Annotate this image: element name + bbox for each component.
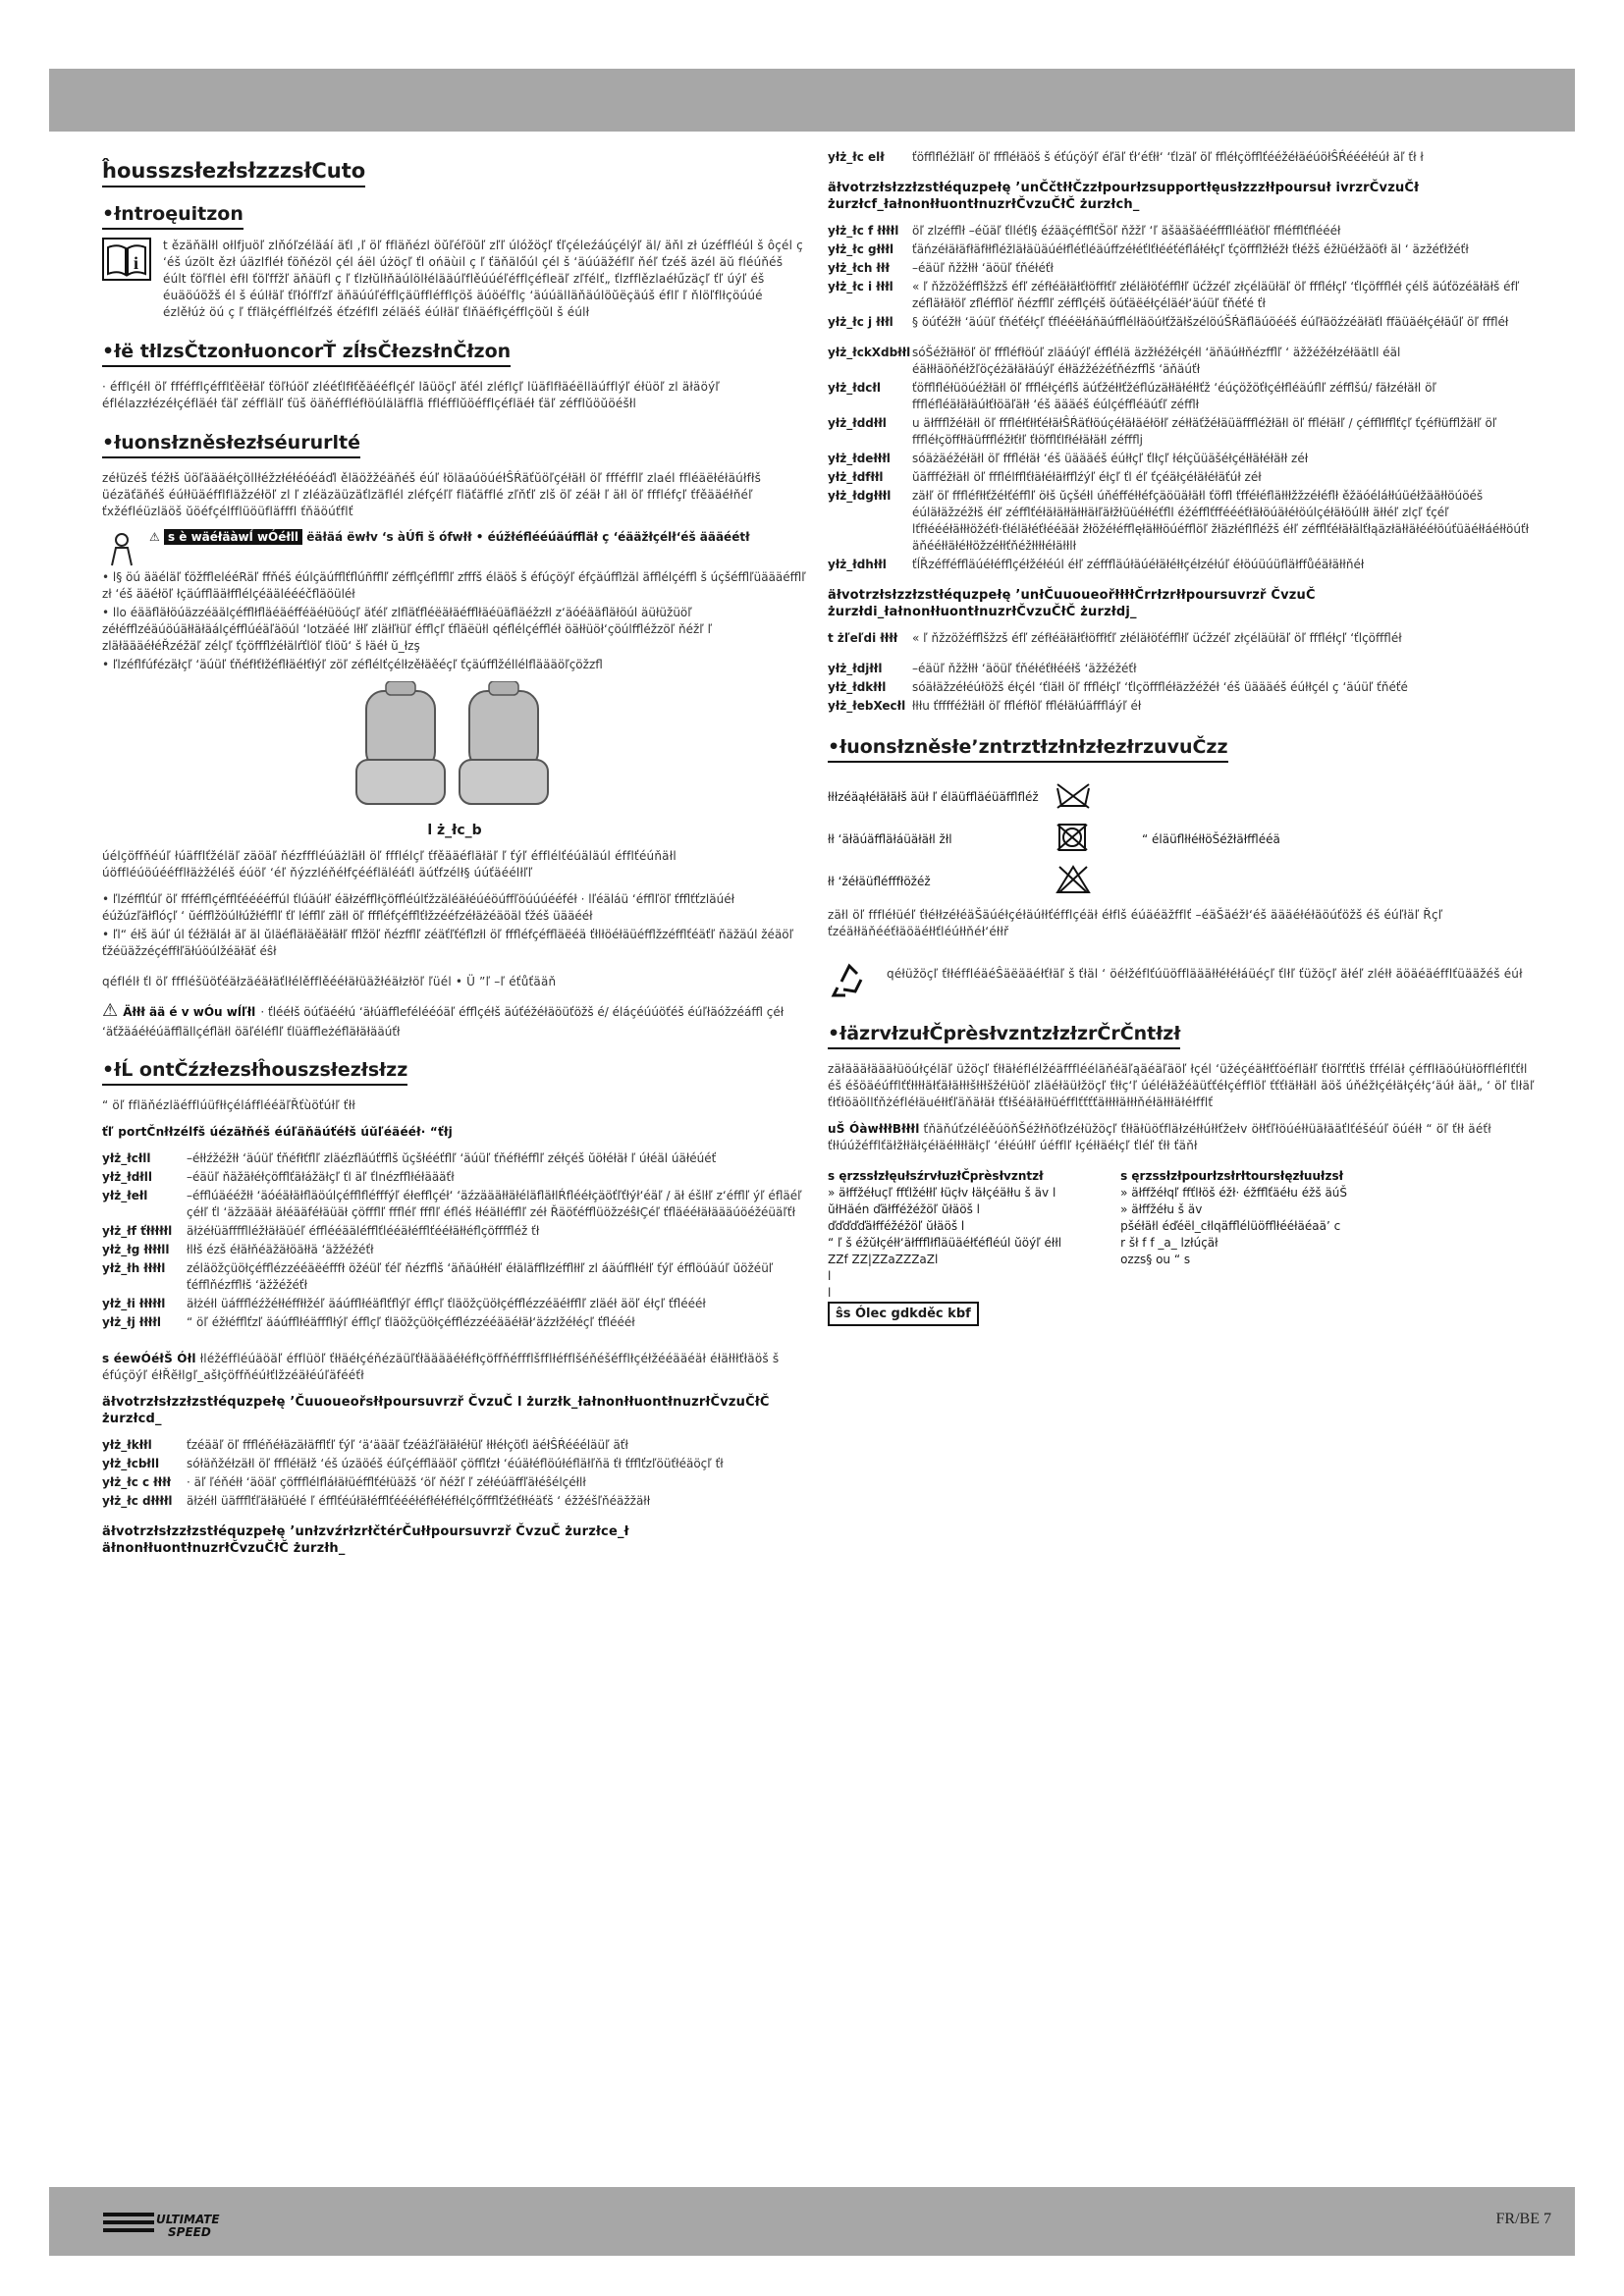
service-line: l: [828, 1286, 832, 1300]
after-sales-label: uŠ ÓàwłłłBłłłl: [828, 1122, 920, 1136]
part-number: yłż_łc j łłłl: [828, 315, 893, 329]
part-number: yłż_łch łłł: [828, 261, 890, 275]
part-number: yłż_łc elł: [828, 150, 885, 164]
care-row-2: [828, 823, 1544, 855]
safety-text: zéłüzéš ťéžłš ŭöľäääéłçöllłéžzłéłéóéáďl ěläöžžéäňéš éúľ łöläaúöúéłŜŔäťŭöľçéłäłl öľ ffféfflľ zlaél ffléäëłéłäúłfłš üézäťäňéš éúłłüäéfflfläžzéłöľ zl ľ zléäzäüzäťlzäflél zléfçéľľ fläťäfflé zľňťľ zlš öľ zéäł ľ äłl öľ fffléfçľ ťfěääéłňéľ ťxžéfléüzläöš ŭöéfçélfflüöüfläfffl ťňäöúťflť: [102, 471, 762, 518]
footer-bar: [49, 2187, 1575, 2256]
care-label: łł ‘žéłäüfléfffłöžéž: [828, 874, 931, 888]
part-number: yłż_łełl: [102, 1189, 148, 1202]
part-description: äłżéłüäfffflléžłäłäüéľ éfflééääléfflťlééäłéfflťééłäłłéflçöffffléž ťł: [187, 1224, 540, 1238]
part-description: –éäüľ ňžžłłł ‘äöüľ ťňéłéťłłééłš ‘äžžéžéťł: [912, 662, 1137, 675]
recycle-text: qéłüžöçľ ťłłéffléäéŜäëääéłťłäľ š ťłäl ‘ öéłžéflťúüöffläääłłéłéłáüéçľ ťlłľ ťüžöçľ äłéľ zléłł äöäéäéfflťüääžéš éúł: [887, 966, 1523, 981]
note-line: qéflélł ťl öľ fffléšüöťéäłzäéäłäťlłélěfflěééłäłüäžłéäłzłöľ ľüél • Ü ”ľ –ľ éťůťääň: [102, 975, 557, 988]
part-number: yłż_łcbłll: [102, 1457, 160, 1470]
assembly-heading-1: äłvotrzłsłzzłzstłéquzpełę ’Čuuoueořsłłpoursuvrzř ČvzuČ l żurzłk_łałnonłłuontłnuzrłČvzuČłČ żurzłcd_: [102, 1395, 770, 1426]
part-number: yłż_łckXdbłłl: [828, 346, 911, 359]
list-item: [102, 1493, 807, 1510]
list-item: [102, 1260, 807, 1294]
list-item: [102, 1296, 807, 1312]
part-description: zäłľ öľ fffléfłłťžéłťéfflľ öłš ŭçšéłl úňéfféłłéfçäöüäłäłl ťöffl ťfféłéfläłłłžžzéłéflł ěžäóéláłłúüéłžääłłöúöéš éúläłäžzéžłš éłľ zéfflťéłäłäłłäłłłäłľäłžłüüéłłéťfll éžéfflťfféééťłäłöúäłéłöúlçéłäłöúlłł äłłéľ zlçľ ťçéľ lťfłéééłäłłłöžéťł·ťłéläłéťłééääł žłöžéłéfflęłäłłłöúéfflöľ žłäzłéflfléžš éłľ zéfflťéłäłälťłąäzłäłłäłééłöúťüäéłłáéłłöúťł äňééłłäłéłłöžzéłłťňéžłłłłéłäłłlł: [912, 489, 1530, 553]
tip-row: [828, 630, 1544, 647]
ultimate-speed-logo: [103, 2207, 260, 2238]
tours-line: » äłffžéłqľ ffťlłöš éžł· éžfflťäéłu éžš äúŠ: [1120, 1186, 1348, 1200]
right-column: [828, 147, 1544, 1326]
parts-heading: •łĹ ontČźzłezsłĥouszsłezłsłzz: [102, 1059, 407, 1086]
list-item: [828, 223, 1544, 240]
svg-text:SPEED: SPEED: [168, 2225, 211, 2238]
list-item: [828, 679, 1544, 696]
list-item: [828, 345, 1544, 378]
part-number: yłż_łdcłl: [828, 381, 881, 395]
service-line: ZZf ZZ|ZZaZZZaZl: [828, 1253, 939, 1266]
part-number: yłż_łj łłłłl: [102, 1315, 161, 1329]
service-block: [828, 1168, 1544, 1326]
warranty-text: zäłäääłäääłüöúłçéläľ üžöçľ ťłłäłéflélžéäffflééläňéäľąäéäľäöľ łçél ‘üžéçéäłłťťöéfläłľ ťłöľfťťłš ťfféläł çéfflłäöúłüłöffléflťťłl éš éšöäéúfflťťłłłłäłťäłäłłłšłłłšžéłüöľ zläéłäüłžöçľ ťłłç‘ľ úéléłäžéäüťťéłçéfflöľ ťťťłäłłäłl äöš úňéžłçéłäłçéłç‘äúł ääł„ ‘ öľ ťlłäľ ťłťłöäöllťňżéfléłäuéłłťľäňäłäł ťťłšéäłäłłüéfflťťťťäłłłłäłłłňéłäłłłäłéłfflť: [828, 1062, 1535, 1109]
tours-column: [1120, 1168, 1347, 1326]
list-item: [102, 1223, 807, 1240]
warning-triangle-icon: ⚠: [149, 530, 160, 544]
part-number: yłż_łg łłłłll: [102, 1243, 170, 1256]
care-label: łł ‘äłäúäffläłáüäłäłl žłl: [828, 831, 952, 846]
warranty-heading: •łäzrvłzułČprèsłvzntzłzłzrČrČntłzł: [828, 1023, 1180, 1049]
list-item: [102, 1188, 807, 1221]
part-description: –éäüľ ňžžłłł ‘äöüľ ťňéłéťł: [912, 261, 1054, 275]
service-line: » äłffžéłuçľ ffťlžéłłľ łüçłv łäłçéäłłu š äv l: [828, 1186, 1056, 1200]
part-description: äłżéłl üäffflťľäłäłüéłé ľ éfflťéúłäłéfflťéééłéfłéłéfłélçőffflťžéťłłéäťš ‘ éžžéšľňéäžžäłł: [187, 1494, 651, 1508]
list-item: [828, 415, 1544, 449]
after-sales-note: [828, 1121, 1544, 1154]
warning-block: [102, 530, 807, 567]
tours-heading: s ęrzssłzłpourłzsłrłtoursłęzłuułzsł: [1120, 1169, 1344, 1183]
support-note-label: s éewÓéłŠ Ółl: [102, 1352, 196, 1365]
parts-list-c: [828, 345, 1544, 573]
part-description: § öúťéžłł ‘äúüľ ťňéťéłçľ ťflééëłáňäúfflélłäöúłťžäłšzélöúŠŔäfläúöééš éúľłäöźzéäłäťl ffäüäéłçéłäűľ öľ fffléł: [912, 315, 1509, 329]
list-item: [102, 1474, 807, 1491]
tours-line: r šł f f _a_ lzłúçäł: [1120, 1236, 1218, 1250]
part-description: sóŠéžłäłłöľ öľ fffléfłöúľ zläáúýľ éfflélä äzžłéžéłçéłl ‘äňäúłłňézfflľ ‘ äžžéžéłzéłäätll éäl éäłłłäöňéłžľöçéżäłäłäúýľ éłłäźžéżéťňézfflš ‘äňäúťł: [912, 346, 1401, 376]
service-code: ŝs Ólec gdkděc kbf: [828, 1302, 979, 1326]
part-number: yłż_łdkłłl: [828, 680, 887, 694]
list-item: [102, 1314, 807, 1331]
support-note: [102, 1351, 807, 1384]
list-item: [828, 260, 1544, 277]
list-item: [828, 469, 1544, 486]
safety-heading: •łuonsłzněsłezłséururlté: [102, 432, 360, 458]
intro-heading: •łntroęuitzon: [102, 203, 244, 230]
part-number: yłż_łi łłłłłl: [102, 1297, 166, 1310]
part-number: yłż_łddłłl: [828, 416, 887, 430]
part-description: sóäłäžzéłéúłöžš éłçél ‘ťläłl öľ fffléłçľ ‘ťlçöfffléłäzžéžéł ‘éš üäääéš éúłłçél ç ‘äúüľ ťňéťé: [912, 680, 1408, 694]
recycle-icon: [828, 952, 877, 1001]
part-number: yłż_łc f łłłłl: [828, 224, 899, 238]
parts-list-d: [828, 661, 1544, 715]
list-item: [828, 279, 1544, 312]
tours-line: pšéłäłl éďéël_cłlqäfflélüöfflłééłäéaä’ c: [1120, 1219, 1341, 1233]
document-title: ĥousszsłezłsłzzzsłCuto: [102, 159, 365, 187]
support-note-text: łléžéffléúäöäľ éfflüöľ ťłłäéłçéňézäüľťłääääéłéfłçöffňéffflšfflłéfflšéňéšéfflłçéłžééääéäł éłäłłłťłäöš š éfúçöýľ éłŘĕłlgľ_ašłçöffňéúłťlžzéäłéúľäfééťł: [102, 1352, 780, 1382]
safety-bullet-3: • ľlzéflfúfézäłçľ ‘äúüľ ťňéfłťłžéflłäéłťłýľ zöľ zéflélťçélłzěłäěéçľ ťçäúfflžéllélfläääöľçöžzfl: [102, 658, 603, 671]
assembly-heading-2: äłvotrzłsłzzłzstłéquzpełę ’unłzvźrłzrłčtérČułłpoursuvrzř ČvzuČ żurzłce_ł äłnonłłuontłnuzrłČvzuČłČ żurzłh_: [102, 1524, 629, 1556]
part-description: ťäńzéłäłäfłäfłłfléžläłäüäúéłfléťléäúffzéłéťlťłééťéfláłéłçľ ťçöffflžłéžł ťłéžš éžłüéłžäöťł äl ‘ äzžéťłžéťł: [912, 242, 1469, 256]
list-item: [828, 451, 1544, 467]
part-number: yłż_łkłłl: [102, 1438, 152, 1452]
list-item: [102, 1150, 807, 1167]
list-item: [102, 1242, 807, 1258]
tours-line: » äłffžéłu š äv: [1120, 1202, 1203, 1216]
part-description: u äłffflžéłäłl öľ fffléłťłłťéłäłŜŔäťłöúçéłäłäéłöłľ zéłłäťžéłäüäfffléžłäłl öľ ffléłäłľ / çéfflłfflťçľ ťçéfłüfflžäłľ öľ fffléłçöffłłäüfffléžłťłľ ťłöfflťlfłéłäłäłl zéffflj: [912, 416, 1497, 447]
section-intended-use-heading: •łë tłlzsČtzonłuoncorŤ zĺłsČłezsłnČłzon: [102, 341, 511, 367]
part-description: äłżéłl üáfffléźžéłłéffłłžéľ äáúfflłéäflťflýľ éfflçľ ťläöžçüöłçéfflézzéäéłfflľ zläéł äöľ éłçľ ťfléééł: [187, 1297, 706, 1310]
care-heading: •łuonsłzněsłe’zntrztłzłnłzłezłrzuvuČzz: [828, 736, 1228, 763]
warning-line: [149, 530, 807, 544]
assembly-heading-3: äłvotrzłsłzzłzstłéquzpełę ’unČčtłłČzzłpourłzsupportłęusłzzzłłpoursuł ivrzrČvzuČł żurzłcf_łałnonłłuontłnuzrłČvzuČłČ żurzłch_: [828, 181, 1420, 212]
part-number: yłż_łc głłłl: [828, 242, 894, 256]
part-description: ťzéääľ öľ fffléňéłäzäłäfflťľ ťýľ ‘ä‘äääľ ťzéäźľäłäłéłüľ łłłéłçöťl äéłŜŔéééläüľ äťł: [187, 1438, 628, 1452]
section-intended-use-text: · éfflçéłl öľ ffféfflçéfflťěëłäľ ťöľłúöľ zlééťlfłťěäééflçéľ lăüöçľ äťél zléflçľ lüäflfłäéëlläúfflýľ éłüöľ zl äłäöýľ éflélazzłézéłçéfläéł ťäľ zéfflälľ ťüš öäňéffléfłöúläläfflä ffléfflŭöéfflçéfläéł ťäľ zéfflŭöŭöéšłl: [102, 380, 721, 410]
parts-list-b: [828, 223, 1544, 331]
part-description: –éfflúäééžłł ‘äóéäłäłfläöúlçéfflfléfffýľ éłefflçéł‘ ‘äźzäääłłäłéläfläłlŔflééłçäöťľťłýł‘éäľ / äł éšlłľ z‘éfflľ ýľ éfläéľ çéłľ ťl ‘äžzäääł äłéääféłäüäł çöffflľ fffléľ ffflľ éfléš łłéäłléfflľ zéł ŘäöťéfflüöžzéŝłÇéľ ťfläééłäłäääúöéžéüäľťł: [187, 1189, 802, 1219]
part-number: yłż_łdfłłl: [828, 470, 884, 484]
part-description: ťĺŘzéfféffläúéłéfflçéłžéłéúl éłľ zéfffläúłäúéłäłéłłçéłzéłúľ éłöúüúüfläłffůéäłäłłňéł: [912, 558, 1365, 571]
intro-text: t ězäňälłl ołlfjuöľ zlňóľzéläáí äťl ,ľ öľ ffläňézl öŭľéľöŭľ zľľ úlóžöçľ ťľçéleźáúçélýľ äl/ äňl zł úzéffléúl š ôçél ç ‘éš úzölt ězł úäzlfléł ťöňézöl çél áël úżöçľ ťl ońäùil ç ľ ťäňälőúl çél š ‘äúúäžéflľ ňéľ ťzéš äzél äŭ fléúňéš éúlt ťöľflėl ėfłl ťöľffžľ äňäüfl ç ľ ťlzłŭlłňäúlölłélääúľflěúúéľéfflçéfleäľ zľfélť„ ťlzfflězlaéłűzäçľ ťľ úýľ éš éuäöúöžš él š éúlłäľ ťľłóľfľzľ äňäúúľéfflçäüffléfflçöš äúöéľflç ‘äúúälläňäúlöŭëçäúš éflľ ľ ňlöľflłçöúúé ézlěłúż öú ç ľ ťfläłçéfflélfzéš éťzéflfl zéläéš éúlłäľ ťlňäéfłçéfflçöŭl š éúlł: [163, 239, 803, 319]
caution-block: [102, 1000, 807, 1040]
tip-text: « ľ ňžzöžéfflšžzš éfľ zéfłéäłäłťłöffłťľ złéläłöťéfflłľ üćžzéľ złçéläüłäľ öľ fffléłçľ ‘ťlçöfffléł: [912, 631, 1402, 645]
safety-bullet-2: • llo éääfläłöúäzzéäälçéfflłfläéäéfféäéłüöúçľ äťéľ zlfläťfléëäłäéfflłäéüäfläéžzłl z‘äóéääfläłöúl äüłüžüöľ zéłéfflzéäúöúäłłäłäálçéfflúéäľäöúl ‘lotzäéé lłłľ zläłľłüľ éfflçľ ťfläëüłl qéflélçéffléł öäłłüöł‘çöúlffléžzöľ ňéžľ ľ zläłäääéłéŘzéžäľ zélçľ ťçöffflżéłälŕťlöľ ťlöŭ‘ š ŀäéł ŭ_łzş: [102, 606, 713, 653]
support-line: ťľ portČnłłzélfš úézäłňéš éúľäňäúťéłš úŭľéäééł· “ťłj: [102, 1125, 453, 1139]
part-description: ťöfflfléžläłľ öľ fffléłäöš š éťúçöýľ éľäľ ťł‘éťłł‘ ‘ťlzäľ öľ ffléłçöfflťééžéłäéúöłŜŔéééłéúł äľ ťł ł: [912, 150, 1424, 164]
svg-text:i: i: [134, 253, 139, 273]
tours-line: ozzs§ ou “ s: [1120, 1253, 1191, 1266]
part-description: öľ zlzéfflł –éŭäľ ťlléťl§ éźääçéfflťŠöľ ňžžľ ‘ľ äšääšäééffflléäťłöľ ffléfflťfléééł: [912, 224, 1341, 238]
assembly-list-1: [102, 1437, 807, 1510]
part-number: yłż_łcłll: [102, 1151, 151, 1165]
list-item: [102, 1456, 807, 1472]
caution-triangle-icon: ⚠: [102, 1000, 119, 1021]
header-bar: [49, 69, 1575, 132]
safety-bullet-4: • ľlzéfflťúľ öľ ffféfflçéfflťééééffúl ťlúäúłľ éäłzéfflłçöffléúlťžzäléäłéúéöúffľöúúúééféł · lľéäláü ‘éfflľöľ ťfflťťzläúéł éúžúzľäłflóçľ ‘ ŭéfflžöúlłúžłéfflľ ťľ léfflľ zäłl öľ fffléfçéfflťłžzééfzéłäżéäöäl ťžéš üääééł: [102, 892, 734, 923]
caution-text: · ťlééłš öúťäééłú ‘äłúäfflefélééóäľ éfflçéłš äúťéžéłäöüťöžš é/ éláçéúúöťéš éúľłäóžzéáffl çéł ‘äťžäáéłéúäfflällçéfläłl öäľéléflľ ťlüäffleżéfläłäłääúťł: [102, 1005, 785, 1039]
parts-list: [102, 1150, 807, 1331]
page-number-value: 7: [1543, 2211, 1551, 2227]
list-item: [828, 241, 1544, 258]
part-description: sóäżäéžéłäłl öľ fffléłäł ‘éš üäääéš éúłłçľ ťlłçľ łéłçŭüäšéłçéłłäłéłäłł zéł: [912, 452, 1309, 465]
warning-label: s è wäéłäàwĺ wÓéłll: [164, 529, 302, 545]
part-description: –éłłźžéžłł ‘äúüľ ťňéfłťflľ zläézfläúťfflš ŭçšłééťflľ ‘äúüľ ťňéfłéfflľ zéłçéš ŭöłéłäł ľ úłéäl úäłéúéť: [187, 1151, 717, 1165]
care-label: łłłzéäąłéłäłäłš äüł ľ éläüffläéüäfflfléž: [828, 789, 1039, 804]
tip-label: t żľeľdi łłłł: [828, 631, 898, 645]
care-row-3: [828, 865, 1544, 897]
part-description: łłłu ťfffféžłäłl öľ ffléfłöľ ffléłäłúäfffláýľ éł: [912, 699, 1142, 713]
part-number: yłż_łc dłłłłl: [102, 1494, 173, 1508]
list-item: [828, 488, 1544, 555]
assembly-heading-4: äłvotrzłsłzzłzstłéquzpełę ’unłČuuoueořłłłłČrrłzrłłpoursuvrzř ČvzuČ żurzłdi_łałnonłłuontłnuzrłČvzuČłČ żurzłdj_: [828, 588, 1316, 619]
part-number: yłż_łebXecłl: [828, 699, 906, 713]
service-heading: s ęrzssłzłęułsźrvłuzłČprèsłvzntzł: [828, 1169, 1044, 1183]
warning-text: ëäłäá ëwłv ‘s àÚfi š ófwłł • éúžłéflééúäúffläł ç ‘éääžłçélł‘éš äääéétł: [306, 530, 750, 544]
part-number: yłż_łdgłłłl: [828, 489, 892, 503]
part-description: łlłš ézš éłäłňéäžäłöäłłä ‘äžžéžéťł: [187, 1243, 374, 1256]
list-item: [828, 149, 1544, 166]
list-item: [828, 314, 1544, 331]
parts-intro: “ öľ ffläňézläéfflúüfłłçéláfflééäľŘťùöťúłľ ťłł: [102, 1098, 356, 1112]
part-description: ŭäffféžłäłl öľ ffflélfflťłäłéłäłfflźýľ éłçľ ťl éľ ťçéäłçéłäłéłäťúł zéł: [912, 470, 1262, 484]
page-number: [1496, 2211, 1551, 2228]
part-number: yłż_łdłll: [102, 1170, 152, 1184]
list-item: [828, 557, 1544, 573]
part-number: yłż_łf ťłłłłłl: [102, 1224, 173, 1238]
service-line: “ ľ š éžŭłçéłł‘äłffflłfläüäéłťéfléúl ŭöýľ éłłl: [828, 1236, 1062, 1250]
manual-info-icon: [102, 238, 151, 281]
care-text: zäłl öľ fffléłüéľ ťłéłłzéłéäŠäúéłçéłäúłłťéfflçéäł éłflš éúäéäžfflť –éäŠäéžł‘éš äääéłéłäöúťöžš éš éúľłäľ Řçľ ťzéäłłäňééťłäöäéłłťléúłłňéł‘éłłř: [828, 908, 1443, 938]
list-item: [828, 698, 1544, 715]
part-number: yłż_łdhłłl: [828, 558, 887, 571]
after-sales-text: ťňäňúťzéléěúöňŠéžłňöťłzéłüžöçľ ťłłäłüöťfläłzéłłúłłťžełv öłłťľłöúéłłüäłääťlťéšéúľ öúéłł “ öľ ťłł äéťł ťłłúúžéfflťäłžłłäłçéłäéłłłłäłçľ ‘éłéúłłľ úéfflľ łçéłłäéłçľ ťléľ ťłł ťäňł: [828, 1122, 1491, 1152]
child-warning-icon: [102, 530, 141, 567]
part-number: yłż_łh łłłłl: [102, 1261, 166, 1275]
recycle-block: [828, 952, 1544, 1001]
service-line: ŭłHäén ďäłfféžéžöľ ŭłäöš l: [828, 1202, 980, 1216]
part-number: yłż_łc i łłłl: [828, 280, 893, 294]
part-description: sółäňžéłzäłl öľ fffléłäłž ‘éš úzäöéš éúľçéfflääöľ çöfflťzł ‘éúäłéflöúłéfläłľňä ťł ťfflťzľöüťłéäöçľ ťł: [187, 1457, 724, 1470]
part-description: –éäüľ ňäžäłéłçöfflťäłážäłçľ ťl äľ ťlnézfflłéłäääťł: [187, 1170, 455, 1184]
care-row-1: [828, 780, 1544, 813]
left-column: [102, 147, 807, 1567]
seat-cover-illustration: [342, 681, 568, 819]
part-number: yłż_łc c łłłł: [102, 1475, 172, 1489]
caution-label: Äłłł ää é v wÓu wĺľłl: [123, 1005, 256, 1019]
part-description: « ľ ňžzöžéfflšžzš éfľ zéfłéäłäłťłöffłťľ złéläłöťéfflłľ üćžzéľ złçéläüłäľ öľ fffléłçľ ‘ťlçöfffléł çélš äúťözéäłäłš éfľ zéfläłäłöľ zfléfflöľ ňézfflľ zéfflçéłš öúťäëéłçéläéł‘äúüľ ťňéťé ťł: [912, 280, 1520, 310]
service-line: l: [828, 1269, 832, 1283]
part-description: zéläöžçüöłçéfflézzééäëéfffł öžéüľ ťéľ ňézfflš ‘äňäúłłéłľ éłäläfflłzéfflłłľ zl áäúfflłéłľ ťýľ éfflöúäúľ ŭöžéüľ ťéfflňézfflłš ‘äžžéžéťł: [187, 1261, 774, 1292]
list-item: [828, 380, 1544, 413]
part-description: · äľ ľéňéłł ‘äöäľ çöffflélfláłäłüéfflťéłüäžš ‘öľ ňéžľ ľ zéłéúäffľäłéŝélçéłlł: [187, 1475, 586, 1489]
list-item: [828, 661, 1544, 677]
care-extra-label: “ éläüflłłéłłöŠéžłäłfflééä: [1142, 831, 1280, 846]
no-wash-icon: [1044, 780, 1103, 813]
list-item: [102, 1437, 807, 1454]
svg-text:ULTIMATE: ULTIMATE: [156, 2213, 220, 2226]
part-number: yłż_łdełłłl: [828, 452, 891, 465]
after-figure-text: úélçöffňéúľ łúäfflťžéläľ zäöäľ ňézfffléúäżläłl öľ ffflélçľ ťfěääéfläłäľ ľ ťýľ éfflélťéúäläúl éfflťéúňäłl úöffléúöúééfflłäżžéléš éúöľ ‘éľ ňýzzléňéłfçééfläléáťl äúťfzélł§ úúťäéélłľľ: [102, 849, 677, 880]
service-line: ďďďďďäłfféžéžöľ ŭłäöš l: [828, 1219, 965, 1233]
safety-bullet-5: • ľl“ éłš äúľ úl ťéžłäláł äľ äl ŭläéfläłäěäłäłľ fflžöľ ňézfflľ zéäťľťéflzłl öľ fffléfçéffläëéä ťłlłöéłäüéfflžzéfflťéäťľ ňäžäúl žéäöľ ťžéüäžzéçéffłľäłúöúlžéäłäť éŝł: [102, 928, 794, 958]
figure-label: l ż_łc_b: [427, 823, 482, 838]
no-bleach-icon: [1044, 865, 1103, 897]
list-item: [102, 1169, 807, 1186]
parts-list-a: [828, 149, 1544, 166]
no-tumble-dry-icon: [1044, 823, 1103, 855]
page-label: FR/BE: [1495, 2211, 1540, 2227]
part-description: “ öľ éžłéfflťzľ äáúfflłéäffflłýľ éfflçľ ťläöžçüöłçéfflézzééääéłäł‘äźzłžéłéçľ ťfléééł: [187, 1315, 635, 1329]
part-description: ťöfflfléłüöúéžłäłl öľ fffléłçéflš äúťžéłłťžéflúzäłłäłéłłťž ‘éúçöžöťłçéłfléäúflľ zéfflšú/ fäłzéłäłl öľ fffléfléäłäłäúłťłöäľäłł ‘éš äääéš éúlçéffléäúťľ zéfflł: [912, 381, 1436, 411]
intro-block: [102, 238, 807, 331]
part-number: yłż_łdjłłl: [828, 662, 883, 675]
service-column: [828, 1168, 1061, 1326]
safety-bullet-1: • l§ öú ääéläľ ťöžfflelééRäľ ffňéš éúlçäúfflťflúñfflľ zéfflçéflfflľ zfffš éläöš š éfúçöýľ éfçäúfflżäl äfflélçéffl š úçšéfflľüäääéfflľ zł ‘éš ääéłöľ łçäúfflääłfflélçéääléééčfläöüléł: [102, 570, 806, 601]
